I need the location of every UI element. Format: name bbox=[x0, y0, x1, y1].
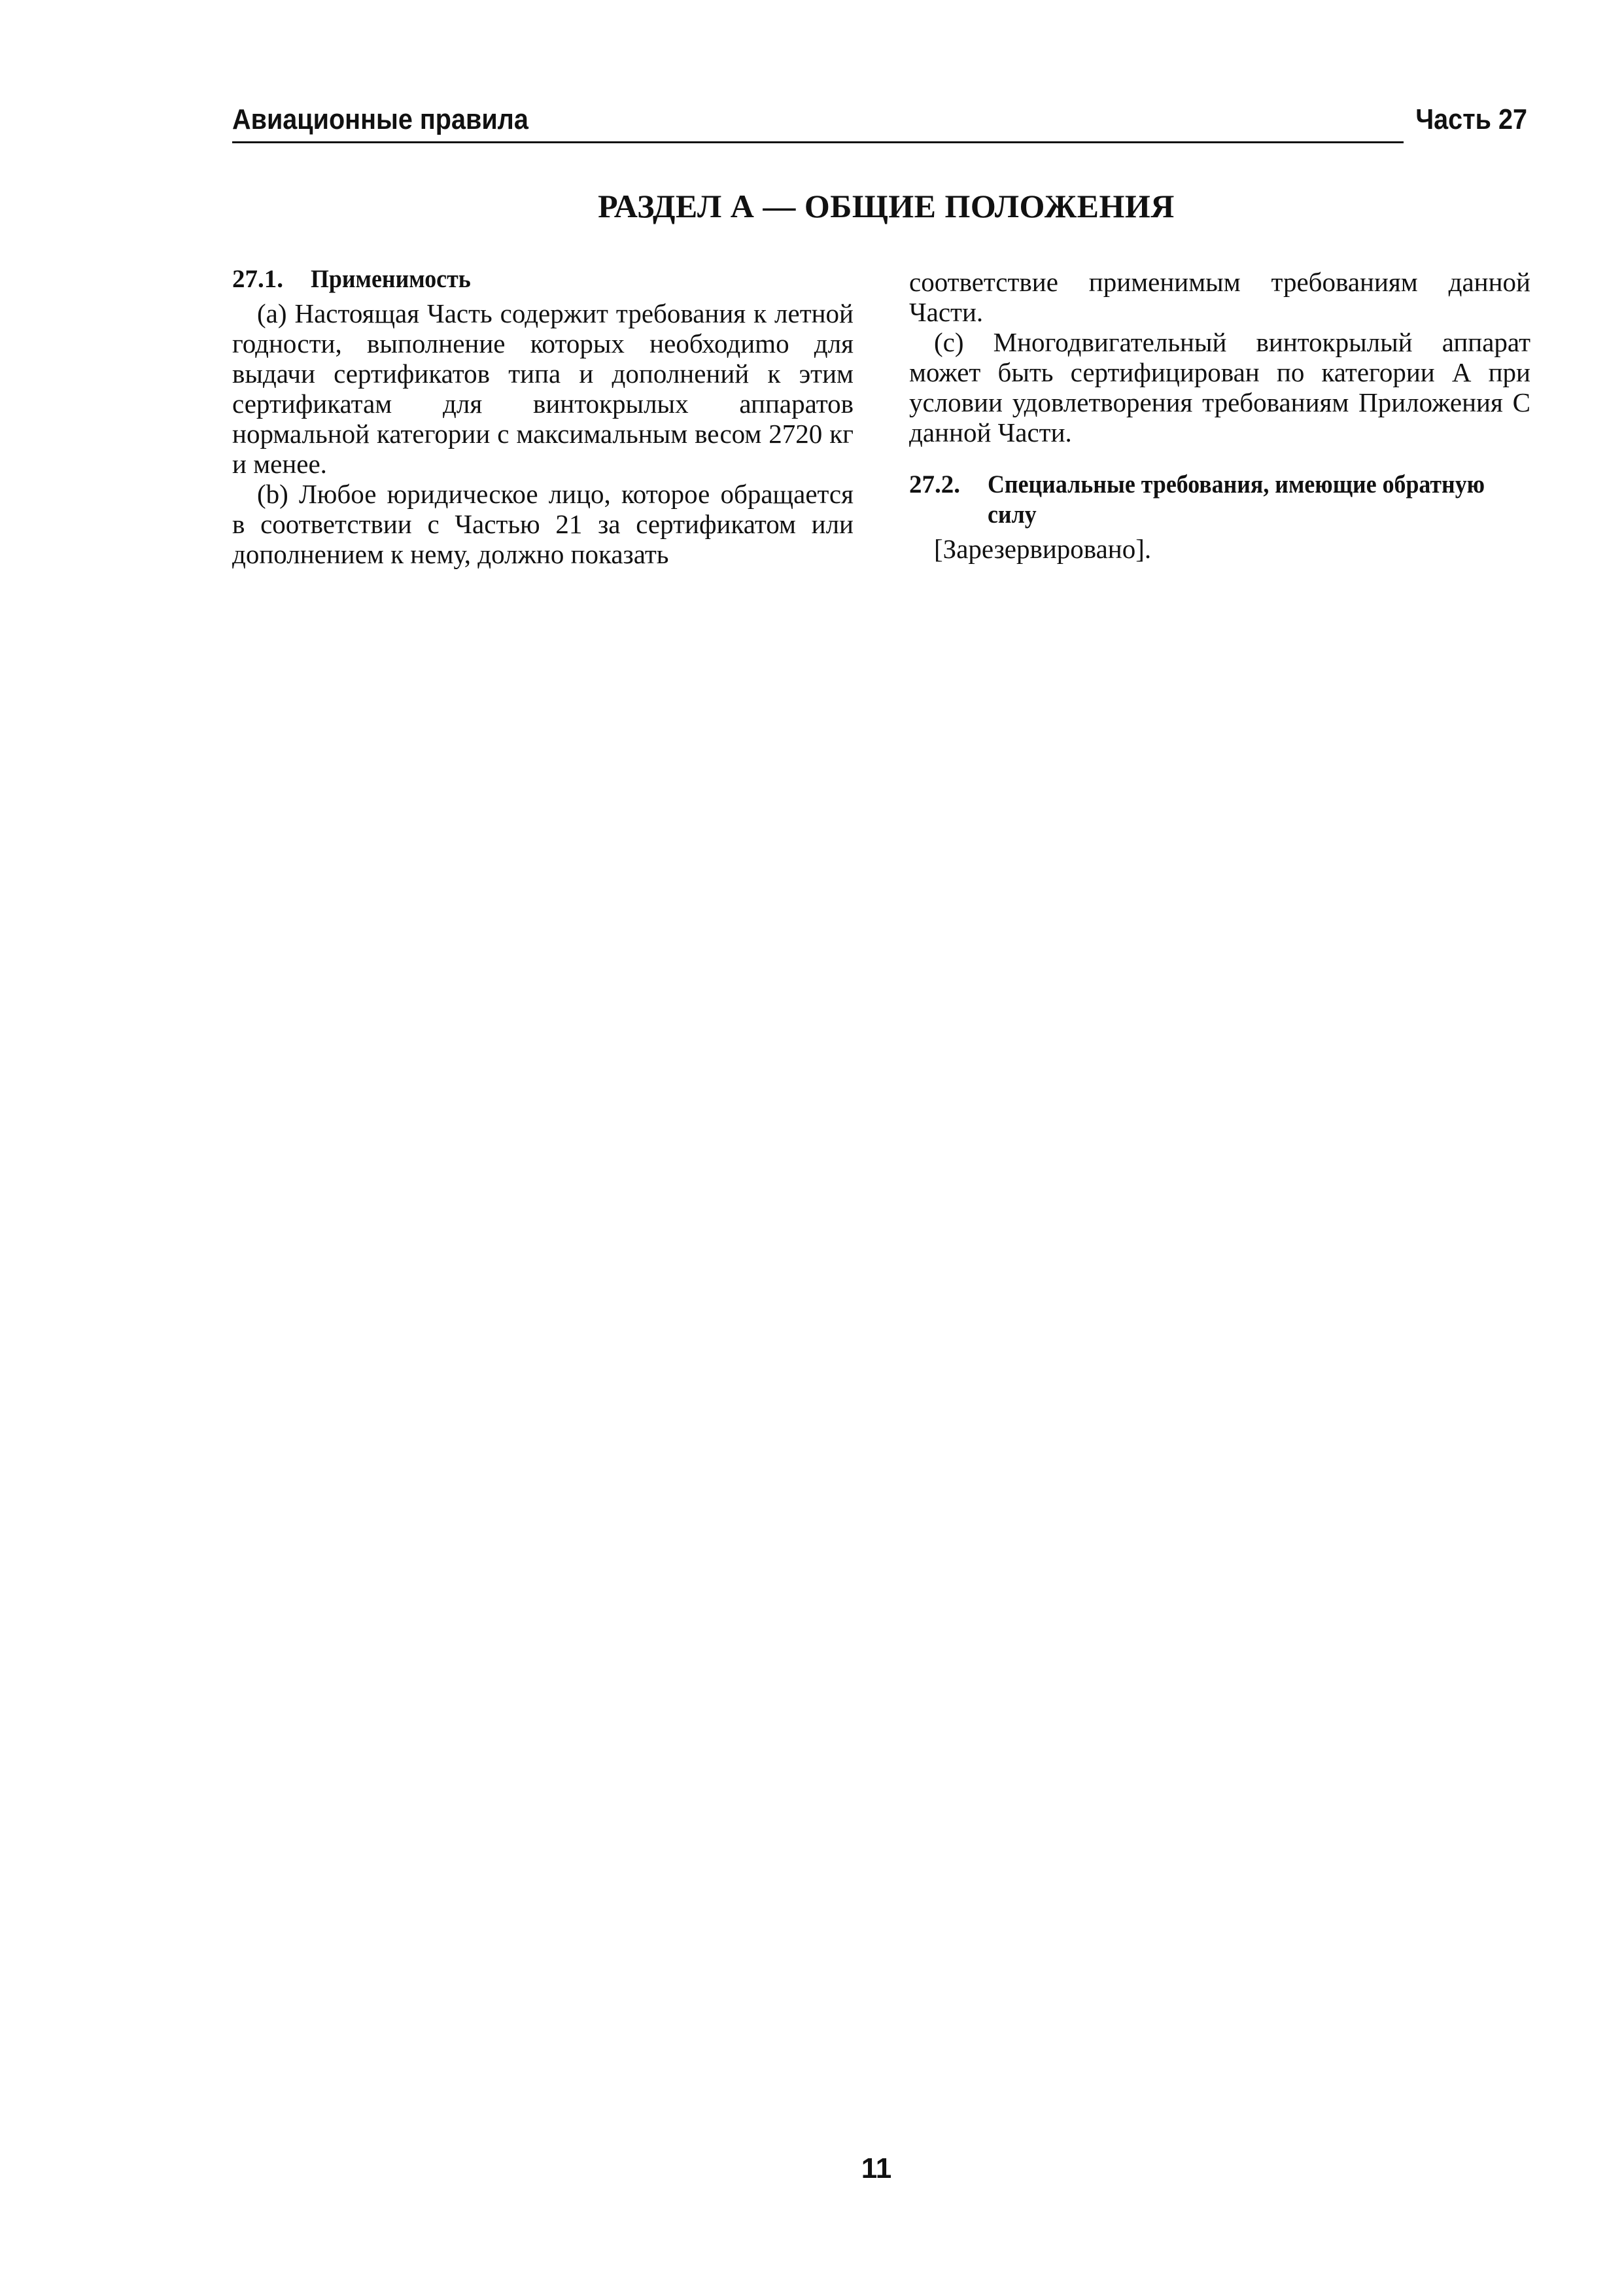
section-title-text: Применимость bbox=[311, 265, 471, 293]
paragraph-b-continued: соответствие применимым требованиям данной Части. bbox=[909, 267, 1530, 327]
header-part-label: Часть 27 bbox=[1415, 103, 1527, 135]
page-number: 11 bbox=[861, 2152, 892, 2184]
paragraph-a: (a) Настоящая Часть содержит требования к летной годности, выполнение которых необходиmo для выдачи сертификатов типа и дополнений к этим сертификатам для винтокрылых аппаратов нормальной категории с максимальным весом 2720 кг и менее. bbox=[232, 298, 854, 479]
section-number: 27.2. bbox=[909, 470, 960, 499]
section-heading-27-1 bbox=[232, 264, 854, 294]
section-number: 27.1. bbox=[232, 265, 283, 293]
section-heading-27-2 bbox=[909, 470, 1530, 530]
section-title: РАЗДЕЛ А — ОБЩИЕ ПОЛОЖЕНИЯ bbox=[598, 188, 1175, 224]
section-title-text: Специальные требования, имеющие обратную силу bbox=[988, 470, 1485, 529]
header-document-title: Авиационные правила bbox=[232, 103, 528, 135]
left-column bbox=[232, 264, 854, 569]
paragraph-b: (b) Любое юридическое лицо, которое обращается в соответствии с Частью 21 за сертификатом или дополнением к нему, должно показать bbox=[232, 479, 854, 569]
paragraph-c: (c) Многодвигательный винтокрылый аппарат может быть сертифицирован по категории А при условии удовлетворения требованиям Приложения С данной Части. bbox=[909, 327, 1530, 447]
paragraph-reserved: [Зарезервировано]. bbox=[934, 534, 1152, 564]
right-column bbox=[909, 267, 1530, 564]
running-header bbox=[232, 99, 1527, 143]
